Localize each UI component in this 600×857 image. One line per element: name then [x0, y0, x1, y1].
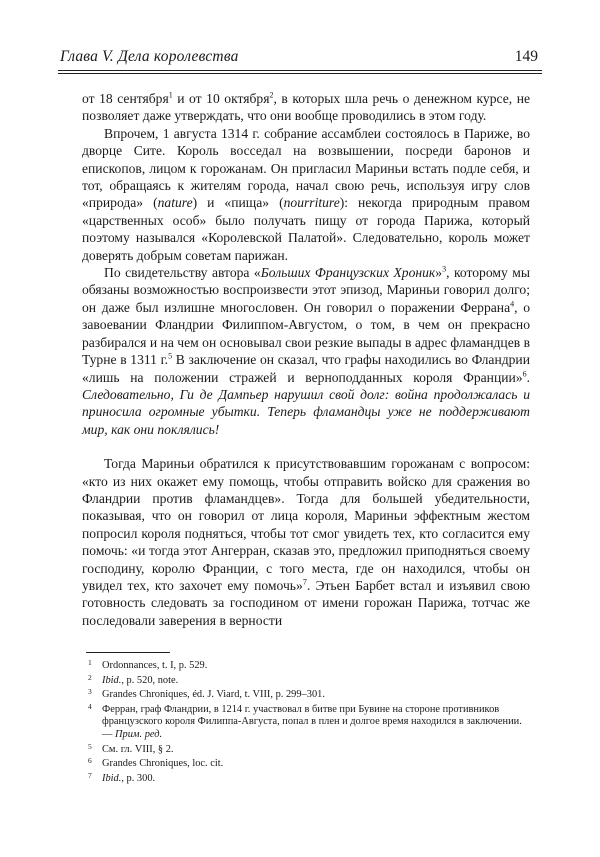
footnote-ibid: Ibid. — [102, 772, 122, 784]
term-nature: nature — [157, 195, 193, 211]
book-title: Больших Французских Хроник — [260, 265, 436, 281]
footnote-ref: 5 — [168, 351, 173, 361]
footnote-text: См. гл. VIII, § 2. — [102, 743, 174, 755]
footnote-number: 4 — [88, 701, 92, 711]
italic-quote: Следовательно, Ги де Дампьер нарушил свой долг: война продолжалась и приносила огромные убытки. Теперь фламандцы уже не поддерживают мир, как они поклялись! — [82, 386, 530, 437]
footnote-number: 6 — [88, 756, 92, 766]
footnote — [86, 689, 530, 702]
footnote-text: , p. 520, note. — [121, 674, 179, 686]
text-run: , о завоевании Фландрии Филиппом-Августом, о том, в чем он прекрасно разбирался и на чем он основывал свои резкие выпады в адрес фламандцев в Турне в 1311 г. — [82, 299, 530, 368]
paragraph-4 — [82, 455, 530, 629]
footnote-text: Grandes Chroniques, éd. J. Viard, t. VIII, p. 299–301. — [102, 689, 325, 701]
text-run: По свидетельству автора « — [104, 265, 261, 281]
footnote-number: 2 — [88, 672, 92, 682]
footnote-number: 3 — [88, 687, 92, 697]
footnote-text: Ферран, граф Фландрии, в 1214 г. участвовал в битве при Бувине на стороне противников французского короля Филиппа-Августа, попал в плен и долгое время находился в заключении. — — [102, 703, 522, 740]
footnote — [86, 672, 530, 688]
footnote-ref: 4 — [510, 299, 515, 309]
footnote — [86, 701, 530, 742]
footnote-text: , p. 300. — [121, 772, 156, 784]
text-run: , которому мы обязаны возможностью воспроизвести этот эпизод, Мариньи говорил долго; он даже был излишне многословен. Он говорил о поражении Феррана — [82, 265, 531, 315]
paragraph-1 — [82, 90, 530, 125]
text-run: В заключение он сказал, что графы находились во Фландрии «лишь на положении стражей и верноподданных короля Франции» — [82, 352, 530, 385]
footnote — [86, 660, 530, 673]
footnote — [86, 758, 530, 771]
footnote-ibid: Ibid. — [102, 674, 122, 686]
text-run: . — [526, 369, 530, 385]
main-text — [82, 90, 530, 629]
running-head: Глава V. Дела королевства — [60, 48, 239, 65]
page-header — [58, 44, 542, 70]
text-run: » — [435, 265, 443, 281]
footnote-number: 5 — [88, 741, 92, 751]
text-run: , в которых шла речь о денежном курсе, не позволяет даже утверждать, что они вообще проводились в этом году. — [82, 91, 530, 124]
editor-note: Прим. ред. — [115, 728, 163, 740]
text-run: Тогда Мариньи обратился к присутствовавшим горожанам с вопросом: «кто из них окажет ему помощь, чтобы отправить войско для сражения во Фландрии против фламандцев». Тогда для большей убедительности, показывая, что он говорил от лица короля, Мариньи эффектным жестом попросил короля подняться, чтобы тот смог увидеть тех, кто согласится ему помочь: «и тогда этот Ангерран, сказав это, предложил приподняться своему господину, королю Франции, с того места, где он находился, чтобы он увидел тех, кто захочет ему помочь» — [82, 456, 530, 593]
text-run: ): некогда природным правом «царственных особ» было получать пищу от города Парижа, который поэтому назывался «Королевской Палатой». Следовательно, король может доверять добрым советам парижан. — [82, 195, 530, 263]
paragraph-3 — [82, 264, 530, 438]
text-run: от 18 сентября — [82, 91, 169, 106]
footnote-ref: 7 — [302, 577, 307, 587]
footnotes — [86, 660, 530, 787]
footnote-text: Grandes Chroniques, loc. cit. — [102, 758, 224, 770]
text-run: и от 10 октября — [172, 91, 270, 106]
footnote-ref: 6 — [522, 368, 527, 378]
footnote-ref: 2 — [269, 90, 274, 100]
header-rule-bottom — [58, 73, 542, 74]
footnote — [86, 770, 530, 786]
footnote-number: 7 — [88, 770, 92, 780]
footnote-ref: 3 — [442, 264, 447, 274]
paragraph-2 — [82, 125, 530, 264]
text-run: ) и «пища» ( — [192, 195, 284, 211]
term-nourriture: nourriture — [283, 195, 340, 211]
text-run: . Этьен Барбет встал и изъявил свою готовность следовать за господином от имени горожан Парижа, тотчас же последовали заверения в верности — [82, 577, 530, 628]
footnote-rule — [86, 652, 170, 653]
page-number: 149 — [514, 48, 538, 65]
footnote-number: 1 — [88, 658, 92, 667]
footnote — [86, 741, 530, 757]
footnote-ref: 1 — [168, 90, 173, 100]
text-run: Впрочем, 1 августа 1314 г. собрание ассамблеи состоялось в Париже, во дворце Сите. Король восседал на возвышении, посреди баронов и епископов, лицом к горожанам. Он пригласил Мариньи встать подле себя, и тот, обращаясь к жителям города, начал свою речь, используя игру слов «природа» ( — [82, 125, 530, 211]
footnote-text: Ordonnances, t. I, p. 529. — [102, 660, 208, 671]
header-rule-top — [58, 70, 542, 71]
